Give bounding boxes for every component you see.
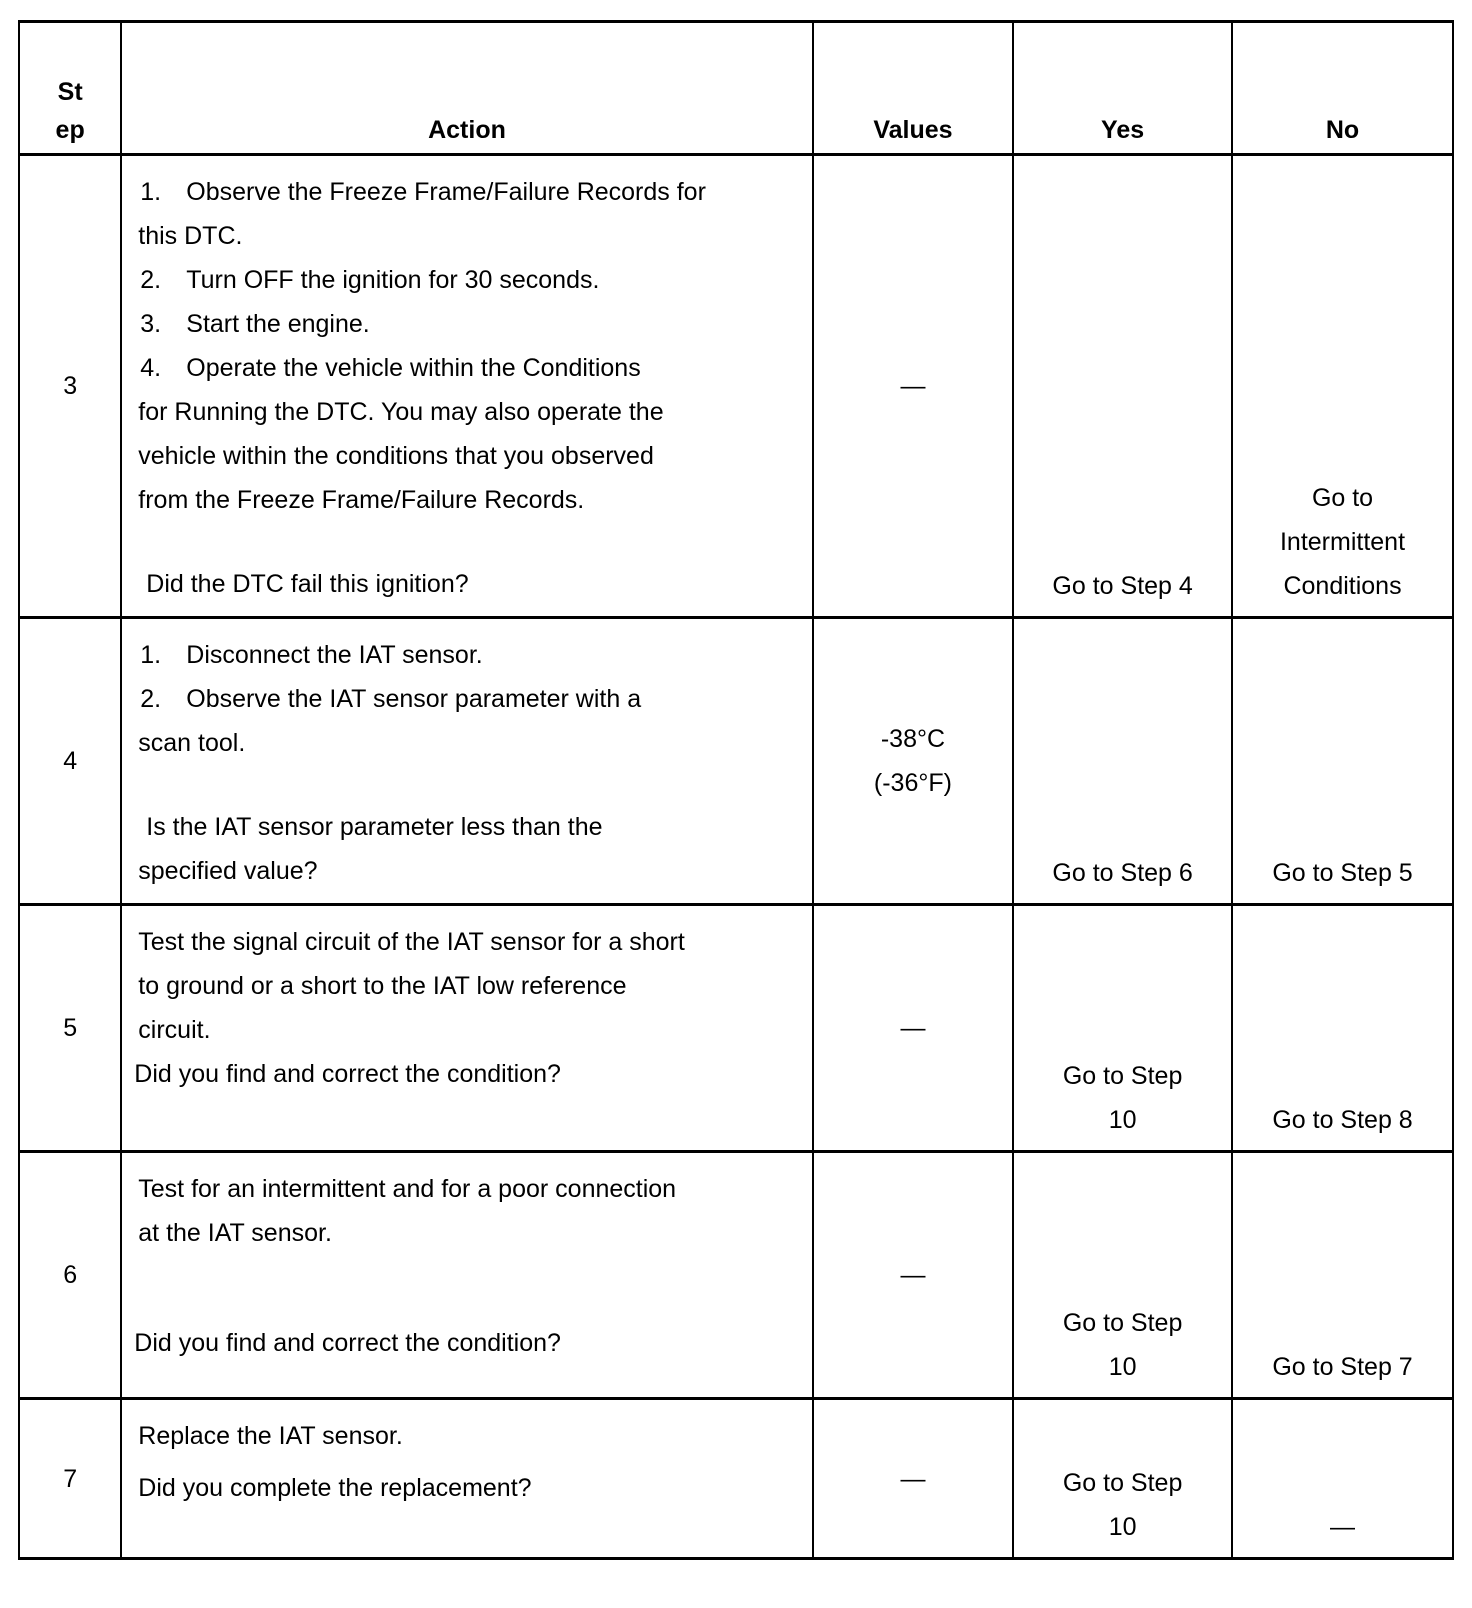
action-cell [121,155,812,618]
action-question: Did you complete the replacement? [138,1474,532,1502]
values-cell: — [813,155,1013,618]
action-item: 3. Start the engine. [140,310,370,338]
action-question: Is the IAT sensor parameter less than the [146,813,603,841]
table-row [19,155,1453,618]
action-line: this DTC. [138,222,243,250]
table-row [19,905,1453,1152]
action-line: at the IAT sensor. [138,1219,332,1247]
action-line: from the Freeze Frame/Failure Records. [138,486,585,514]
action-question: Did you find and correct the condition? [134,1060,561,1088]
step-number: 7 [19,1399,121,1559]
action-line: Replace the IAT sensor. [138,1422,403,1450]
step-number: 4 [19,618,121,905]
action-item: 2. Observe the IAT sensor parameter with a [140,685,642,713]
action-line: for Running the DTC. You may also operate the [138,398,664,426]
header-step-line1: St [57,78,83,106]
no-cell: Go to Step 7 [1232,1152,1453,1399]
action-item: 2. Turn OFF the ignition for 30 seconds. [140,266,600,294]
values-cell: — [813,1152,1013,1399]
action-line: Test for an intermittent and for a poor connection [138,1175,677,1203]
step-number: 6 [19,1152,121,1399]
action-line: Test the signal circuit of the IAT sensor for a short [138,928,685,956]
table-row [19,1399,1453,1559]
table-row [19,1152,1453,1399]
action-question: Did you find and correct the condition? [134,1329,561,1357]
action-cell [121,1399,812,1559]
action-cell [121,618,812,905]
no-cell: — [1232,1399,1453,1559]
values-cell: -38°C (-36°F) [813,618,1013,905]
action-item: 1. Disconnect the IAT sensor. [140,641,483,669]
action-question-cont: specified value? [138,857,318,885]
table-row [19,618,1453,905]
yes-cell: Go to Step 10 [1013,1399,1232,1559]
step-number: 5 [19,905,121,1152]
action-cell [121,905,812,1152]
yes-cell: Go to Step 10 [1013,905,1232,1152]
values-cell: — [813,1399,1013,1559]
action-item: 1. Observe the Freeze Frame/Failure Records for [140,178,706,206]
action-question: Did the DTC fail this ignition? [146,570,469,598]
header-no: No [1232,22,1453,155]
action-line: to ground or a short to the IAT low reference [138,972,627,1000]
no-cell: Go to Step 5 [1232,618,1453,905]
step-number: 3 [19,155,121,618]
header-step-line2: ep [55,116,85,144]
action-line: vehicle within the conditions that you observed [138,442,654,470]
header-values: Values [813,22,1013,155]
header-step [19,22,121,155]
action-item: 4. Operate the vehicle within the Conditions [140,354,641,382]
table-header-row [19,22,1453,155]
action-cell [121,1152,812,1399]
no-cell: Go to Intermittent Conditions [1232,155,1453,618]
action-line: scan tool. [138,729,246,757]
header-yes: Yes [1013,22,1232,155]
yes-cell: Go to Step 4 [1013,155,1232,618]
yes-cell: Go to Step 6 [1013,618,1232,905]
yes-cell: Go to Step 10 [1013,1152,1232,1399]
diagnostic-table [18,20,1454,1560]
action-line: circuit. [138,1016,211,1044]
header-action: Action [121,22,812,155]
no-cell: Go to Step 8 [1232,905,1453,1152]
values-cell: — [813,905,1013,1152]
